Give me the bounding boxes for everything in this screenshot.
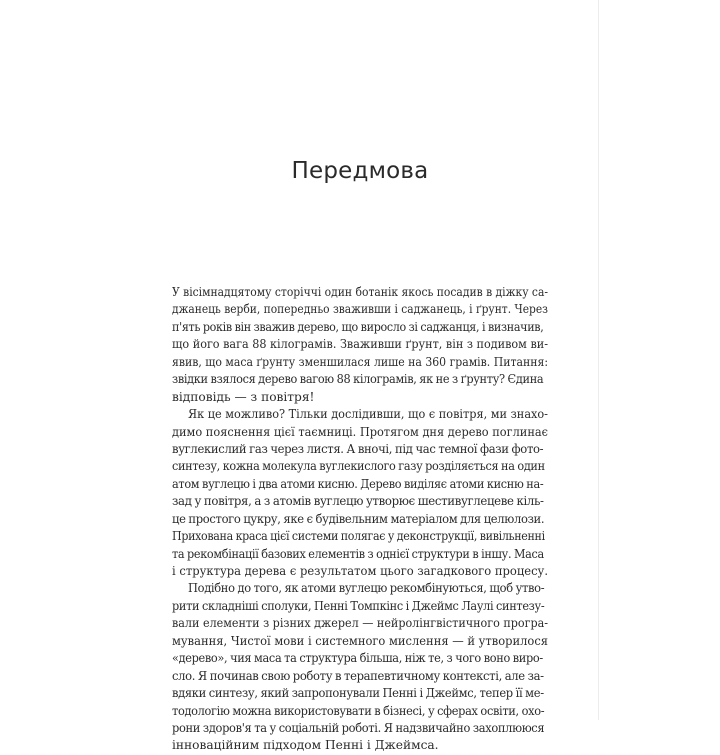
paragraph-3: [172, 580, 548, 754]
text-line: вуглекислий газ через листя. А вночі, під час темної фази фото-: [172, 441, 544, 456]
text-line: Подібно до того, як атоми вуглецю рекомбінуються, щоб утво-: [188, 581, 545, 596]
text-line: і структура дерева є результатом цього загадкового процесу.: [172, 564, 548, 578]
text-line: тодологію можна використовувати в бізнесі, у сферах освіти, охо-: [172, 703, 545, 718]
text-line: атом вуглецю і два атоми кисню. Дерево виділяє атоми кисню на-: [172, 476, 544, 491]
text-line: мування, Чистої мови і системного мислення — й утворилося: [172, 633, 549, 648]
text-line: Прихована краса цієї системи полягає у деконструкції, вивільненні: [172, 529, 545, 544]
paragraph-1: [172, 284, 548, 406]
text-line: сло. Я починав свою роботу в терапевтичному контексті, але за-: [172, 668, 544, 683]
chapter-title: Передмова: [291, 158, 429, 184]
text-line: це простого цукру, яке є будівельним матеріалом для целюлози.: [172, 511, 545, 526]
text-line: синтезу, кожна молекула вуглекислого газу розділяється на один: [172, 459, 545, 474]
text-line: Як це можливо? Тільки дослідивши, що є повітря, ми знахо-: [188, 407, 548, 422]
text-line: димо пояснення цієї таємниці. Протягом дня дерево поглинає: [172, 424, 549, 439]
text-line: джанець верби, попередньо зваживши і саджанець, і ґрунт. Через: [172, 302, 548, 317]
text-line: звідки взялося дерево вагою 88 кілограмів, як не з ґрунту? Єдина: [172, 372, 544, 387]
paragraph-2: [172, 406, 548, 580]
text-line: рити складніші сполуки, Пенні Томпкінс і Джеймс Лаулі синтезу-: [172, 598, 545, 613]
text-line: п'ять років він зважив дерево, що виросло зі саджанця, і визначив,: [172, 319, 544, 334]
text-line: вдяки синтезу, який запропонували Пенні і Джеймс, тепер її ме-: [172, 686, 544, 701]
text-line: та рекомбінації базових елементів з однієї структури в іншу. Маса: [172, 546, 544, 561]
text-line: зад у повітря, а з атомів вуглецю утворює шестивуглецеве кіль-: [172, 494, 544, 509]
text-line: вали елементи з різних джерел — нейролінгвістичного програ-: [172, 616, 549, 631]
text-line: «дерево», чия маса та структура більша, ніж те, з чого воно виро-: [172, 651, 543, 666]
text-line: У вісімнадцятому сторіччі один ботанік якось посадив в діжку са-: [172, 285, 548, 299]
text-line: що його вага 88 кілограмів. Зваживши ґрунт, він з подивом ви-: [172, 337, 549, 352]
text-line: явив, що маса ґрунту зменшилася лише на 360 грамів. Питання:: [172, 354, 549, 369]
body-text: [172, 284, 548, 755]
text-line: інноваційним підходом Пенні і Джеймса.: [172, 738, 439, 753]
text-line: відповідь — з повітря!: [172, 389, 315, 404]
text-line: рони здоров'я та у соціальній роботі. Я надзвичайно захоплююся: [172, 720, 545, 735]
